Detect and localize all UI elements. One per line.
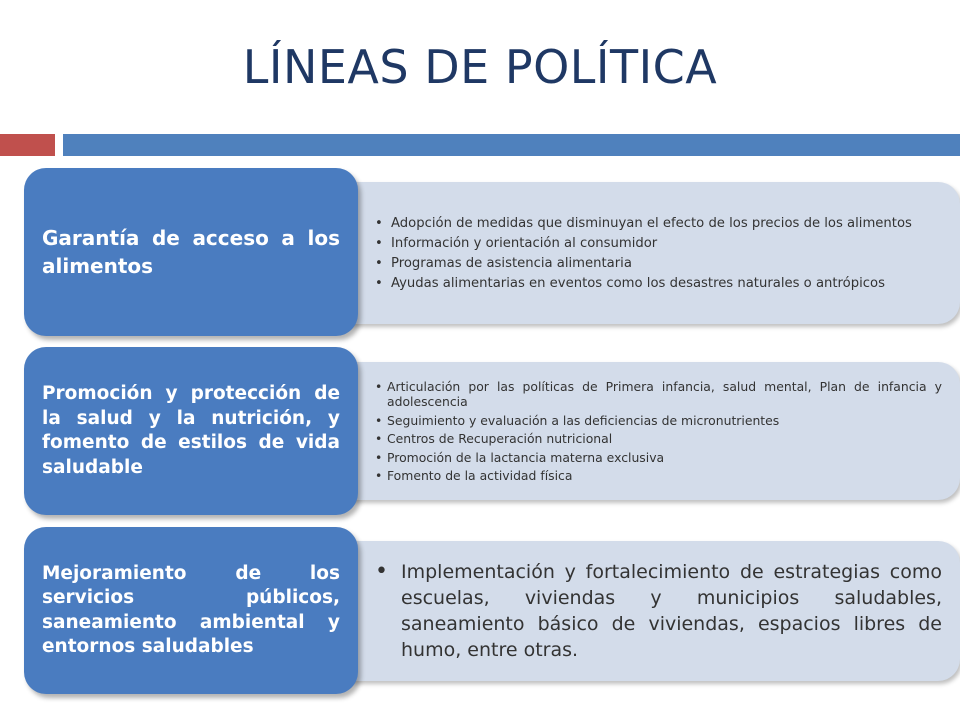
heading-text: Garantía de acceso a los alimentos xyxy=(42,226,340,278)
list-item: • Articulación por las políticas de Primera infancia, salud mental, Plan de infancia y adolescencia xyxy=(375,379,942,410)
detail-box-promocion xyxy=(320,362,960,500)
list-item: • Adopción de medidas que disminuyan el efecto de los precios de los alimentos xyxy=(375,215,942,232)
heading-box-acceso xyxy=(24,168,358,336)
bullet-list xyxy=(375,212,942,295)
accent-bar-blue xyxy=(63,134,960,156)
list-item: • Centros de Recuperación nutricional xyxy=(375,431,942,447)
list-item: • Programas de asistencia alimentaria xyxy=(375,255,942,272)
heading-box-promocion xyxy=(24,347,358,515)
list-item: • Seguimiento y evaluación a las deficiencias de micronutrientes xyxy=(375,413,942,429)
heading-box-mejoramiento xyxy=(24,527,358,694)
detail-box-mejoramiento xyxy=(320,541,960,681)
list-item: • Información y orientación al consumidor xyxy=(375,235,942,252)
list-item: • Implementación y fortalecimiento de estrategias como escuelas, viviendas y municipios saludables, saneamiento básico de viviendas, espacios libres de humo, entre otras. xyxy=(375,559,942,663)
bullet-list xyxy=(375,376,942,487)
heading-text: Mejoramiento de los servicios públicos, saneamiento ambiental y entornos saludables xyxy=(42,562,340,657)
detail-box-acceso xyxy=(320,182,960,324)
bullet-list xyxy=(375,559,942,663)
heading-text: Promoción y protección de la salud y la nutrición, y fomento de estilos de vida saludable xyxy=(42,383,340,478)
list-item: • Promoción de la lactancia materna exclusiva xyxy=(375,450,942,466)
list-item: • Ayudas alimentarias en eventos como los desastres naturales o antrópicos xyxy=(375,275,942,292)
accent-bar-red xyxy=(0,134,55,156)
slide-title: LÍNEAS DE POLÍTICA xyxy=(242,40,718,94)
list-item: • Fomento de la actividad física xyxy=(375,468,942,484)
